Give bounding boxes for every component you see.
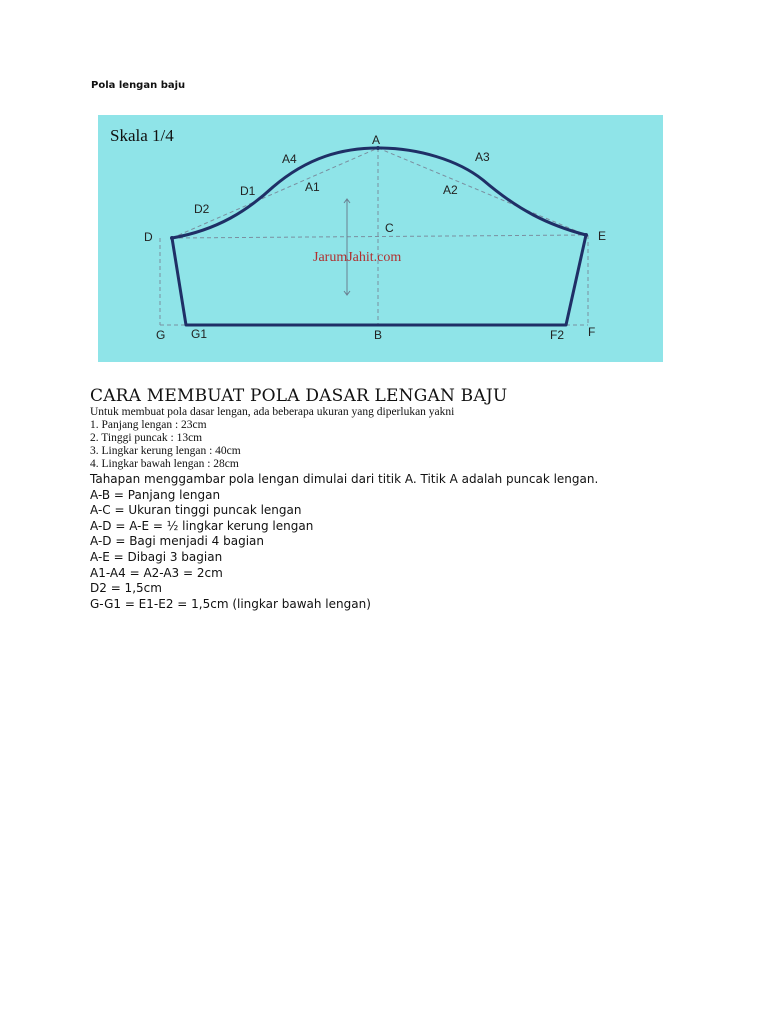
label-a: A [372,133,381,147]
scale-label: Skala 1/4 [110,126,174,145]
label-f: F [588,325,596,339]
step-line: Tahapan menggambar pola lengan dimulai dari titik A. Titik A adalah puncak lengan. [90,472,599,486]
step-line: A-B = Panjang lengan [90,487,221,502]
page-caption: Pola lengan baju [91,80,186,91]
measurement-item: 3. Lingkar kerung lengan : 40cm [90,445,241,457]
point-d-dot [170,236,174,240]
intro-lead: Untuk membuat pola dasar lengan, ada beberapa ukuran yang diperlukan yakni [90,406,455,418]
label-d1: D1 [240,184,256,198]
step-line: A-E = Dibagi 3 bagian [90,549,223,564]
step-line: A-D = Bagi menjadi 4 bagian [90,534,265,549]
step-line: D2 = 1,5cm [90,581,162,596]
measurements-intro [90,406,454,471]
label-a1: A1 [305,180,320,194]
sleeve-pattern-diagram [98,115,663,362]
measurement-item: 2. Tinggi puncak : 13cm [90,432,203,444]
label-d: D [144,230,153,244]
sleeve-pattern-figure [98,115,663,362]
label-c: C [385,221,394,235]
step-line: A-D = A-E = ½ lingkar kerung lengan [90,518,314,533]
step-line: G-G1 = E1-E2 = 1,5cm (lingkar bawah lengan) [90,596,371,611]
label-a3: A3 [475,150,490,164]
measurement-item: 1. Panjang lengan : 23cm [90,419,207,431]
point-e-dot [584,233,588,237]
label-a2: A2 [443,183,458,197]
label-g: G [156,328,166,342]
watermark-text: JarumJahit.com [313,250,402,265]
label-a4: A4 [282,152,297,166]
label-g1: G1 [191,327,208,341]
step-line: A-C = Ukuran tinggi puncak lengan [90,503,302,518]
measurement-item: 4. Lingkar bawah lengan : 28cm [90,458,239,470]
section-heading: CARA MEMBUAT POLA DASAR LENGAN BAJU [90,386,508,406]
label-b: B [374,328,383,342]
line-d-e [172,235,586,238]
label-f2: F2 [550,328,565,342]
sleeve-outline [172,148,586,325]
drawing-steps [90,472,598,612]
step-line: A1-A4 = A2-A3 = 2cm [90,565,223,580]
label-e: E [598,229,607,243]
label-d2: D2 [194,202,210,216]
